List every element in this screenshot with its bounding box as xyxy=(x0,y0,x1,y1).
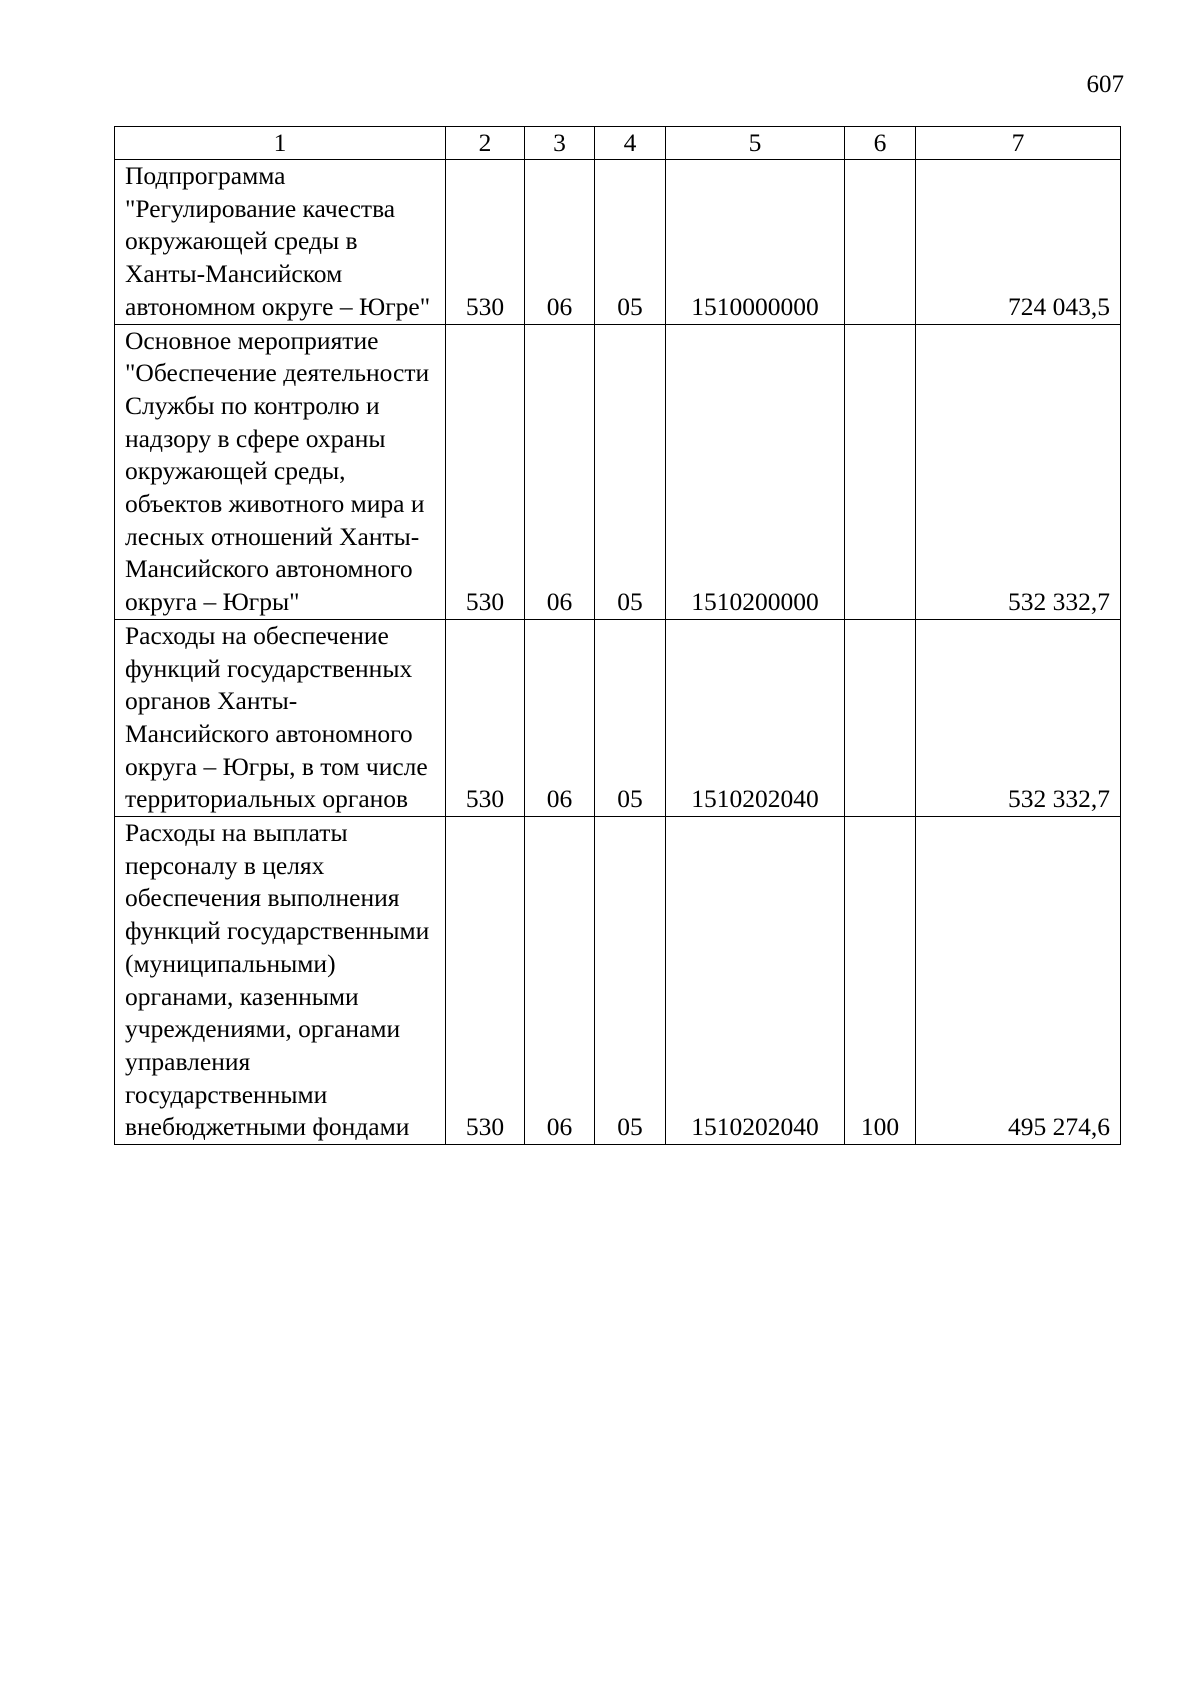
row-cell-col6 xyxy=(845,160,916,325)
row-cell-col5: 1510202040 xyxy=(666,817,845,1145)
row-cell-col6: 100 xyxy=(845,817,916,1145)
column-header: 5 xyxy=(666,127,845,160)
row-cell-col6 xyxy=(845,324,916,619)
column-header: 4 xyxy=(595,127,666,160)
row-name-cell: Расходы на обеспечение функций государственных органов Ханты-Мансийского автономного округа – Югры, в том числе территориальных органов xyxy=(115,619,446,816)
row-cell-amount: 532 332,7 xyxy=(916,324,1121,619)
row-cell-amount: 724 043,5 xyxy=(916,160,1121,325)
row-cell-col2: 530 xyxy=(446,160,525,325)
row-cell-col5: 1510200000 xyxy=(666,324,845,619)
row-cell-col4: 05 xyxy=(595,619,666,816)
table-row xyxy=(115,324,1121,619)
row-cell-col6 xyxy=(845,619,916,816)
row-name-cell: Расходы на выплаты персоналу в целях обеспечения выполнения функций государственными (муниципальными) органами, казенными учреждениями, органами управления государственными внебюджетными фондами xyxy=(115,817,446,1145)
row-cell-col3: 06 xyxy=(525,324,595,619)
table-row xyxy=(115,160,1121,325)
header-row xyxy=(115,127,1121,160)
column-header: 1 xyxy=(115,127,446,160)
column-header: 7 xyxy=(916,127,1121,160)
table-row xyxy=(115,817,1121,1145)
row-name-cell: Основное мероприятие "Обеспечение деятельности Службы по контролю и надзору в сфере охраны окружающей среды, объектов животного мира и лесных отношений Ханты-Мансийского автономного округа – Югры" xyxy=(115,324,446,619)
row-cell-col3: 06 xyxy=(525,817,595,1145)
row-cell-col2: 530 xyxy=(446,324,525,619)
budget-table xyxy=(114,126,1121,1145)
row-cell-amount: 495 274,6 xyxy=(916,817,1121,1145)
row-cell-col3: 06 xyxy=(525,160,595,325)
row-cell-col5: 1510000000 xyxy=(666,160,845,325)
row-cell-col4: 05 xyxy=(595,324,666,619)
row-cell-col3: 06 xyxy=(525,619,595,816)
row-name-cell: Подпрограмма "Регулирование качества окружающей среды в Ханты-Мансийском автономном округе – Югре" xyxy=(115,160,446,325)
page-number: 607 xyxy=(1086,71,1124,98)
row-cell-col5: 1510202040 xyxy=(666,619,845,816)
row-cell-col2: 530 xyxy=(446,817,525,1145)
row-cell-col4: 05 xyxy=(595,817,666,1145)
row-cell-amount: 532 332,7 xyxy=(916,619,1121,816)
column-header: 6 xyxy=(845,127,916,160)
column-header: 2 xyxy=(446,127,525,160)
column-header: 3 xyxy=(525,127,595,160)
row-cell-col4: 05 xyxy=(595,160,666,325)
row-cell-col2: 530 xyxy=(446,619,525,816)
table-row xyxy=(115,619,1121,816)
